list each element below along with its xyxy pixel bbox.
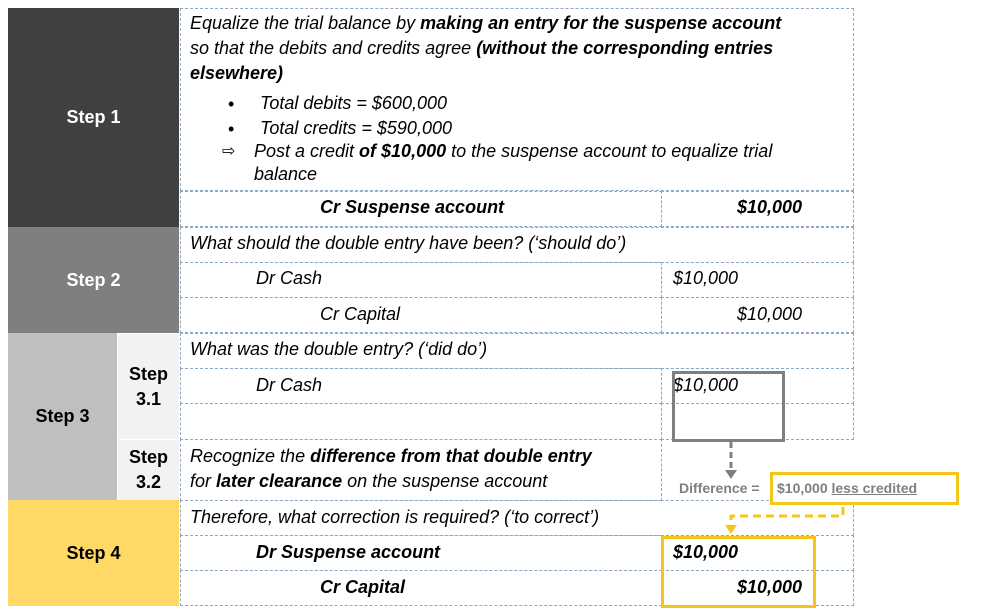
difference-annotation: Difference =: [679, 480, 760, 496]
step-2-label: Step 2: [8, 227, 179, 333]
bullet-icon: •: [228, 94, 235, 114]
difference-value: $10,000 less credited: [777, 480, 918, 496]
did-do-highlight-box: [672, 371, 785, 442]
step-2-cr-label: Cr Capital: [320, 304, 401, 324]
arrow-right-icon: ⇨: [222, 143, 236, 160]
step-4-question: Therefore, what correction is required? (‘to correct’): [190, 507, 600, 527]
step-1-line-1: Equalize the trial balance by making an entry for the suspense account: [190, 13, 782, 33]
step-2-dr-cell: [180, 262, 662, 298]
bullet-total-credits: Total credits = $590,000: [260, 118, 452, 138]
step-2-question: What should the double entry have been? (‘should do’): [190, 233, 627, 253]
step-4-dr-amount: $10,000: [673, 542, 739, 562]
step-1-label: Step 1: [8, 8, 179, 227]
bullet-total-debits: Total debits = $600,000: [260, 93, 447, 113]
step-4-cr-label: Cr Capital: [320, 577, 406, 597]
step-1-entry-label: Cr Suspense account: [320, 197, 505, 217]
step-3-1-label: Step 3.1: [117, 333, 179, 439]
correction-highlight-box: [661, 536, 816, 608]
step-1-line-3: elsewhere): [190, 63, 284, 83]
step-1-entry-amount: $10,000: [737, 197, 803, 217]
step-1-post-credit-line-2: balance: [254, 164, 318, 184]
step-2-cr-cell: [180, 297, 662, 333]
step-3-label: Step 3: [8, 333, 117, 500]
step-4-label: Step 4: [8, 500, 179, 606]
step-3-dr-amount: $10,000: [673, 375, 739, 395]
step-4-cr-cell: [180, 570, 662, 606]
step-4-dr-label: Dr Suspense account: [256, 542, 441, 562]
step-3-dr-cell: [180, 368, 662, 404]
step-2-cr-amount: $10,000: [737, 304, 803, 324]
step-1-post-credit-line: Post a credit of $10,000 to the suspense account to equalize trial: [254, 141, 773, 161]
step-2-dr-label: Dr Cash: [256, 268, 323, 288]
step-4-cr-amount: $10,000: [737, 577, 803, 597]
step-3-dr-label: Dr Cash: [256, 375, 323, 395]
step-3-empty-cell: [180, 403, 662, 440]
step-3-question: What was the double entry? (‘did do’): [190, 339, 488, 359]
step-3-2-line-1: Recognize the difference from that double entry: [190, 446, 592, 466]
step-2-dr-amount: $10,000: [673, 268, 739, 288]
step-3-2-label: Step 3.2: [117, 439, 179, 500]
step-1-line-2: so that the debits and credits agree (without the corresponding entries: [190, 38, 774, 58]
bullet-icon: •: [228, 119, 235, 139]
step-3-2-line-2: for later clearance on the suspense account: [190, 471, 548, 491]
